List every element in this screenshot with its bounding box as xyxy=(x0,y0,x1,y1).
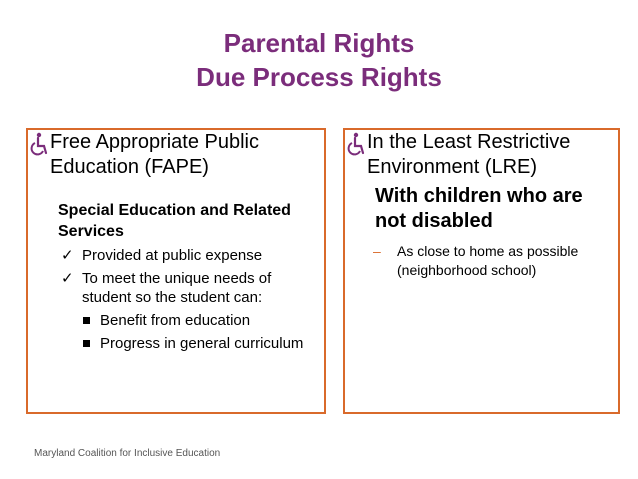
fape-heading xyxy=(28,130,324,180)
lre-heading-text: In the Least Restrictive Environment (LRE) xyxy=(367,131,571,178)
check-item xyxy=(61,269,324,307)
square-bullet-icon xyxy=(83,340,90,347)
fape-heading-text: Free Appropriate Public Education (FAPE) xyxy=(50,131,260,178)
lre-heading xyxy=(345,130,618,180)
bullet-item xyxy=(83,334,324,353)
check-item xyxy=(61,246,324,265)
dash-bullet-icon: – xyxy=(373,243,381,259)
wheelchair-icon xyxy=(28,132,50,156)
bullet-item xyxy=(83,311,324,330)
wheelchair-icon xyxy=(345,132,367,156)
lre-emphasis: With children who are not disabled xyxy=(375,185,583,232)
checkmark-icon: ✓ xyxy=(61,270,74,287)
title-line-1: Parental Rights xyxy=(223,28,415,58)
fape-subheading: Special Education and Related Services xyxy=(58,202,291,240)
square-bullet-icon xyxy=(83,317,90,324)
title-line-2: Due Process Rights xyxy=(196,62,442,92)
dash-item-text: As close to home as possible (neighborhood school) xyxy=(397,243,579,278)
bullet-item-text: Benefit from education xyxy=(100,312,251,329)
bullet-item-text: Progress in general curriculum xyxy=(100,335,304,352)
check-item-text: Provided at public expense xyxy=(82,247,263,264)
fape-box xyxy=(26,128,326,414)
checkmark-icon: ✓ xyxy=(61,247,74,264)
lre-box xyxy=(343,128,620,414)
footer-credit: Maryland Coalition for Inclusive Education xyxy=(34,448,221,459)
slide-title xyxy=(0,26,638,94)
dash-item xyxy=(373,242,618,280)
check-item-text: To meet the unique needs of student so the student can: xyxy=(82,270,272,306)
